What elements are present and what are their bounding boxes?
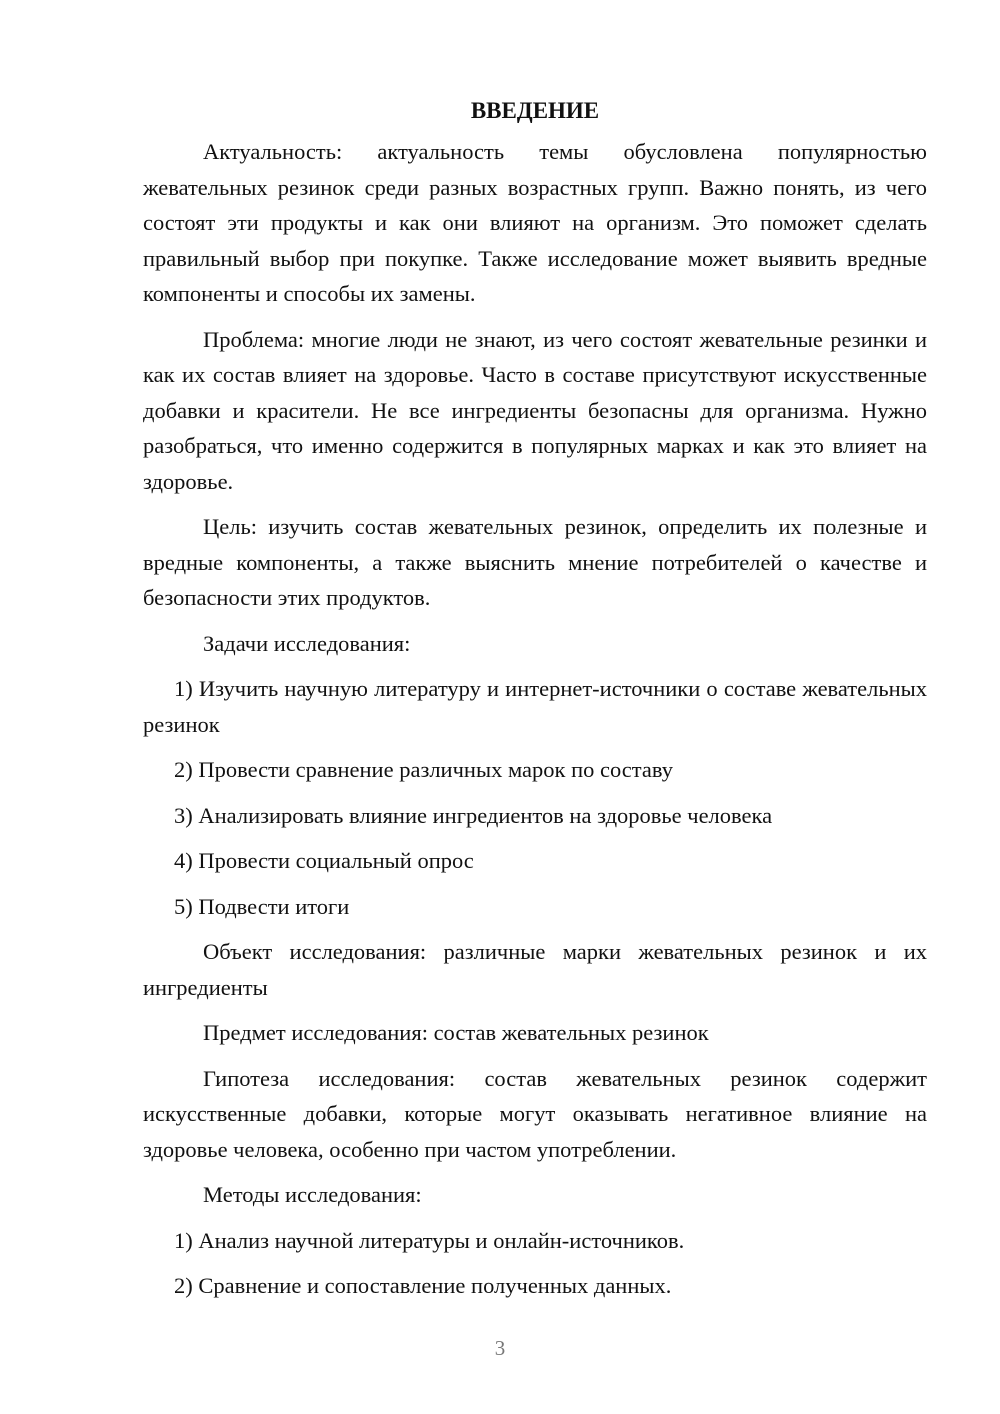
paragraph-hypothesis: Гипотеза исследования: состав жевательных резинок содержит искусственные добавки, которые могут оказывать негативное влияние на здоровье человека, особенно при частом употреблении. (143, 1065, 927, 1162)
tasks-heading: Задачи исследования: (203, 630, 411, 656)
methods-heading: Методы исследования: (203, 1182, 422, 1207)
task-item: 4) Провести социальный опрос (174, 848, 474, 873)
paragraph-problem: Проблема: многие люди не знают, из чего состоят жевательные резинки и как их состав влияет на здоровье. Часто в составе присутствуют искусственные добавки и красители. Не все ингредиенты безопасны для организма. Нужно разобраться, что именно содержится в популярных марках и как это влияет на здоровье. (143, 326, 927, 494)
document-page (143, 93, 927, 1314)
page-number: 3 (494, 1336, 506, 1360)
section-title: ВВЕДЕНИЕ (470, 98, 600, 123)
paragraph-relevance: Актуальность: актуальность темы обусловлена популярностью жевательных резинок среди разных возрастных групп. Важно понять, из чего состоят эти продукты и как они влияют на организм. Это поможет сделать правильный выбор при покупке. Также исследование может выявить вредные компоненты и способы их замены. (143, 139, 927, 306)
paragraph-goal: Цель: изучить состав жевательных резинок, определить их полезные и вредные компоненты, а также выяснить мнение потребителей о качестве и безопасности этих продуктов. (143, 514, 927, 610)
paragraph-object: Объект исследования: различные марки жевательных резинок и их ингредиенты (143, 939, 927, 1000)
task-item: 1) Изучить научную литературу и интернет-источники о составе жевательных резинок (143, 676, 927, 737)
task-item: 2) Провести сравнение различных марок по составу (174, 757, 673, 782)
task-item: 5) Подвести итоги (174, 893, 350, 919)
task-item: 3) Анализировать влияние ингредиентов на здоровье человека (174, 802, 773, 828)
method-item: 1) Анализ научной литературы и онлайн-источников. (174, 1227, 685, 1253)
method-item: 2) Сравнение и сопоставление полученных данных. (174, 1273, 672, 1298)
paragraph-subject: Предмет исследования: состав жевательных резинок (203, 1020, 709, 1045)
